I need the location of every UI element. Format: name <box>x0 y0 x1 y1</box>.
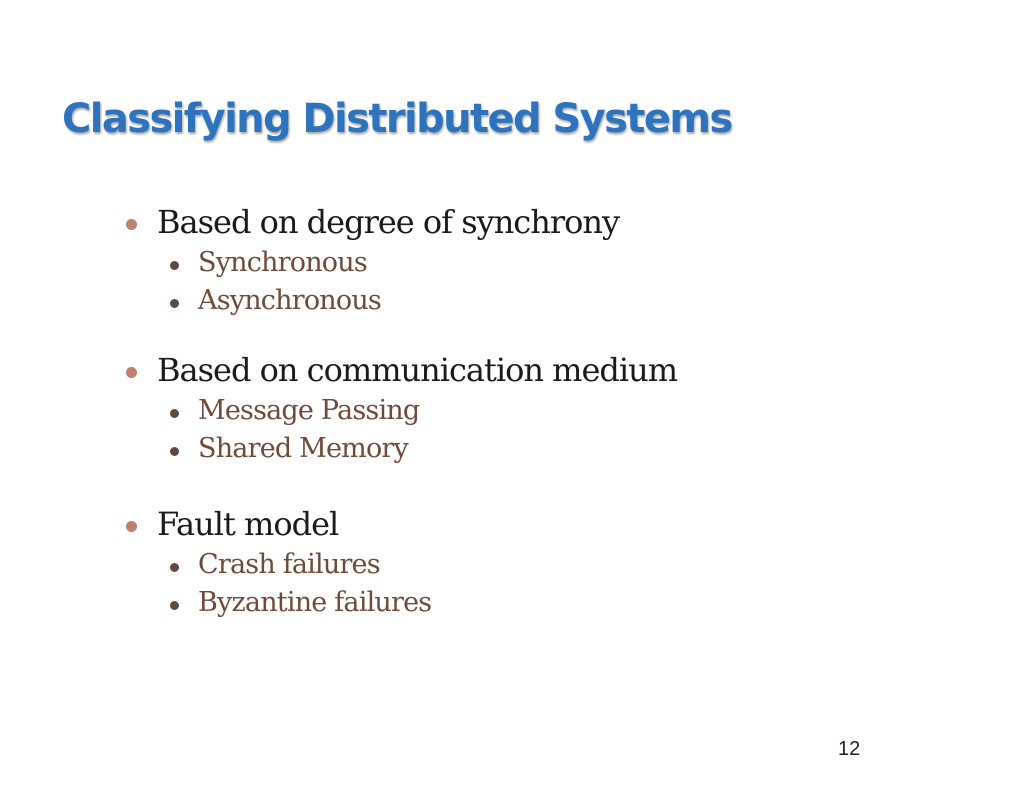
sub-bullet-text: Crash failures <box>198 549 380 580</box>
sub-bullet-icon <box>170 261 179 270</box>
sub-bullet-icon <box>170 409 179 418</box>
sub-bullet-text: Synchronous <box>198 247 367 278</box>
sub-bullet-list <box>167 392 677 468</box>
sub-bullet-text: Byzantine failures <box>198 587 432 618</box>
sub-bullet-icon <box>170 601 179 610</box>
sub-bullet-text: Shared Memory <box>198 433 408 464</box>
bullet-icon <box>126 367 137 378</box>
bullet-item <box>126 200 619 244</box>
slide-title: Classifying Distributed Systems <box>62 96 732 142</box>
bullet-icon <box>126 521 137 532</box>
bullet-group-communication <box>126 348 677 468</box>
sub-bullet-text: Message Passing <box>198 395 420 426</box>
sub-bullet-list <box>167 244 619 320</box>
sub-bullet-icon <box>170 447 179 456</box>
sub-bullet-item <box>167 430 677 468</box>
sub-bullet-icon <box>170 299 179 308</box>
bullet-item <box>126 502 431 546</box>
sub-bullet-item <box>167 546 431 584</box>
bullet-icon <box>126 219 137 230</box>
bullet-group-fault-model <box>126 502 431 622</box>
bullet-text: Based on communication medium <box>157 351 678 389</box>
sub-bullet-item <box>167 392 677 430</box>
sub-bullet-list <box>167 546 431 622</box>
sub-bullet-item <box>167 282 619 320</box>
bullet-item <box>126 348 677 392</box>
bullet-text: Based on degree of synchrony <box>157 203 620 241</box>
sub-bullet-icon <box>170 563 179 572</box>
bullet-group-synchrony <box>126 200 619 320</box>
sub-bullet-text: Asynchronous <box>198 285 381 316</box>
bullet-text: Fault model <box>157 505 339 543</box>
page-number: 12 <box>838 738 861 760</box>
sub-bullet-item <box>167 584 431 622</box>
sub-bullet-item <box>167 244 619 282</box>
